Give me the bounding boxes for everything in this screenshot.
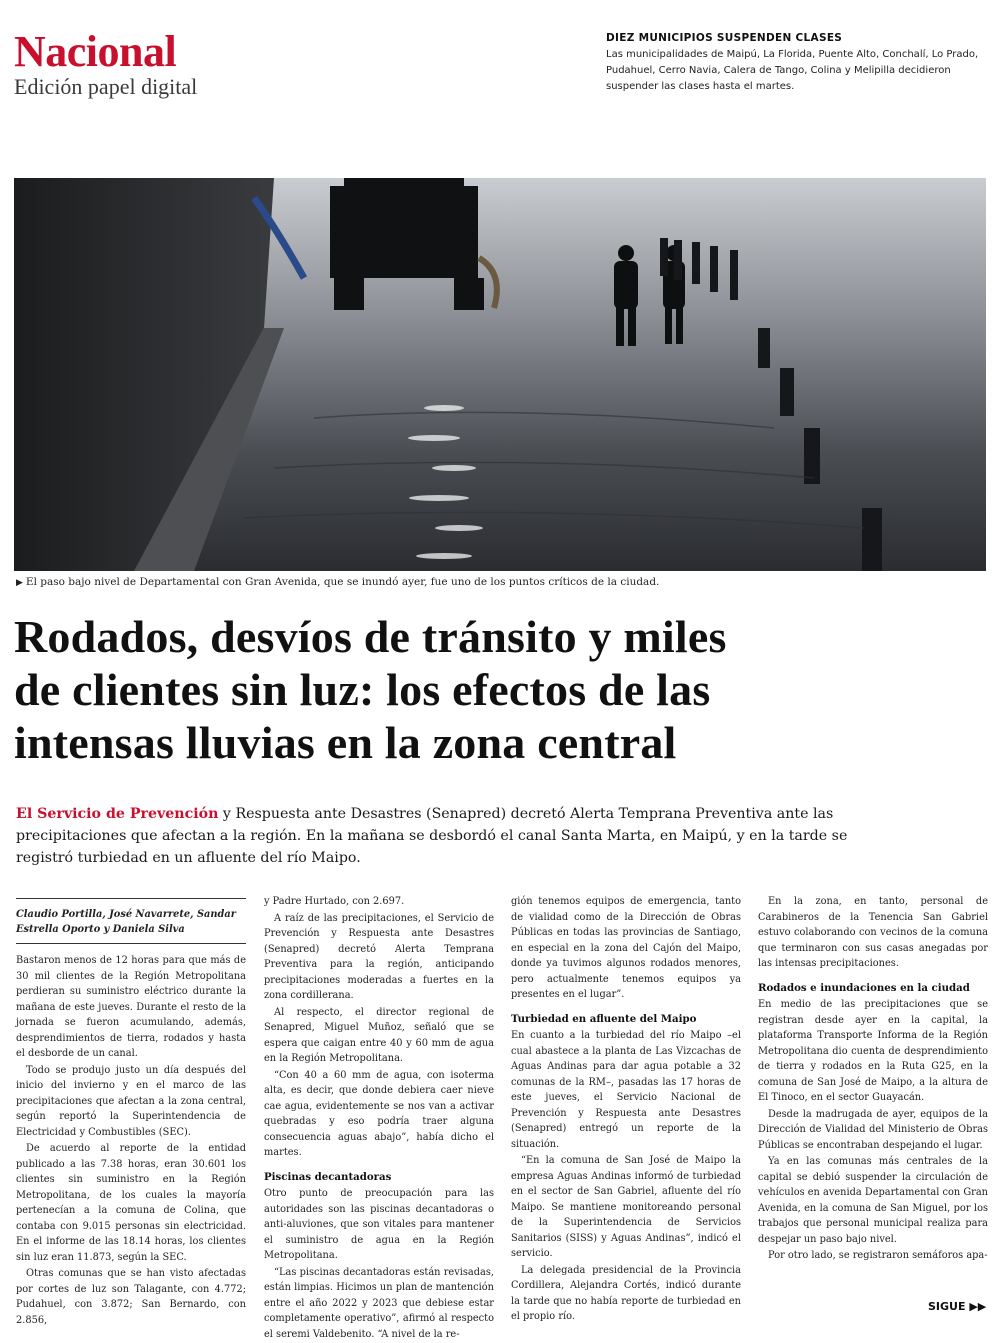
paragraph: Otro punto de preocupación para las autoridades son las piscinas decantadoras o anti-aluviones, que son vitales para mantener el suministro de agua en la Región Metropolitana.: [264, 1188, 494, 1261]
paragraph: “Con 40 a 60 mm de agua, con isoterma alta, es decir, que donde debiera caer nieve cae agua, evidentemente se nos van a activar quebradas y eso podría traer alguna consecuencia aguas abajo”, había dicho el martes.: [264, 1069, 494, 1158]
paragraph: A raíz de las precipitaciones, el Servicio de Prevención y Respuesta ante Desastres (Senapred) decretó Alerta Temprana Preventiva para la región, anticipando precipitaciones moderadas a fuertes en la zona cordillerana.: [264, 912, 494, 1001]
headline: [14, 610, 986, 769]
caption-text: El paso bajo nivel de Departamental con Gran Avenida, que se inundó ayer, fue uno de los puntos críticos de la ciudad.: [25, 576, 660, 588]
article-column-3: [511, 894, 741, 1326]
paragraph: De acuerdo al reporte de la entidad publicado a las 7.38 horas, eran 30.601 los clientes sin suministro en la Región Metropolitana, de los cuales la mayoría pertenecían a la comuna de Colina, que contaba con 9.015 personas sin electricidad. En el informe de las 18.14 horas, los clientes sin luz eran 11.873, según la SEC.: [16, 1143, 246, 1263]
edition-label: Edición papel digital: [14, 74, 198, 99]
paragraph: “Las piscinas decantadoras están revisadas, están limpias. Hicimos un plan de mantención entre el año 2022 y 2023 que debiese estar completamente operativo”, afirmó al respecto el seremi Valdebenito. “A nivel de la re-: [264, 1266, 494, 1340]
lead-line-1: [16, 803, 986, 825]
paragraph: “En la comuna de San José de Maipo la empresa Aguas Andinas informó de turbiedad en el sector de San Gabriel, afluente del río Maipo. Se mantiene monitoreando personal de la Superintendencia de Servicios Sanitarios (SISS) y Aguas Andinas”, indicó el servicio.: [511, 1155, 741, 1259]
news-brief: [606, 32, 986, 95]
photo-caption: [16, 576, 659, 588]
lead-line-3: registró turbiedad en un afluente del río Maipo.: [16, 850, 361, 866]
subhead: Piscinas decantadoras: [264, 1170, 392, 1183]
paragraph: En medio de las precipitaciones que se registran desde ayer en la capital, la plataforma Transporte Informa de la Región Metropolitana dio cuenta de desprendimiento de tierra y rodados en la Ruta G25, en la comuna de San José de Maipo, a la altura de El Tinoco, en el sector Guayacán.: [758, 999, 988, 1103]
subhead: Rodados e inundaciones en la ciudad: [758, 981, 970, 994]
paragraph: Al respecto, el director regional de Senapred, Miguel Muñoz, señaló que se espera que caigan entre 40 y 60 mm de agua en la Región Metropolitana.: [264, 1006, 494, 1064]
headline-line-3: intensas lluvias en la zona central: [14, 717, 677, 768]
paragraph: Bastaron menos de 12 horas para que más de 30 mil clientes de la Región Metropolitana perdieran su suministro eléctrico durante la mañana de este jueves. Durante el resto de la jornada se fueron acumulando, además, desprendimientos de tierra, rodados y hasta el desborde de un canal.: [16, 955, 246, 1059]
byline: Claudio Portilla, José Navarrete, Sandar Estrella Oporto y Daniela Silva: [16, 898, 246, 944]
subhead: Turbiedad en afluente del Maipo: [511, 1012, 697, 1025]
headline-line-2: de clientes sin luz: los efectos de las: [14, 664, 711, 715]
news-photo: [14, 178, 986, 571]
article-column-1: [16, 894, 246, 1329]
paragraph: Otras comunas que se han visto afectadas por cortes de luz son Talagante, con 4.772; Pudahuel, con 3.872; San Bernardo, con 2.856,: [16, 1268, 246, 1326]
paragraph: Todo se produjo justo un día después del inicio del invierno y en el marco de las precipitaciones que afectan a la zona central, según reportó la Superintendencia de Electricidad y Combustibles (SEC).: [16, 1064, 246, 1138]
paragraph: Desde la madrugada de ayer, equipos de la Dirección de Vialidad del Ministerio de Obras Públicas se encontraban despejando el lugar.: [758, 1108, 988, 1151]
flooded-underpass-photo: [14, 178, 986, 571]
lead-paragraph: [16, 803, 986, 869]
brief-body: Las municipalidades de Maipú, La Florida, Puente Alto, Conchalí, Lo Prado, Pudahuel, Cerro Navia, Calera de Tango, Colina y Melipilla decidieron suspender las clases hasta el martes.: [606, 49, 979, 92]
paragraph: La delegada presidencial de la Provincia Cordillera, Alejandra Cortés, indicó durante la tarde que no había reporte de turbiedad en el propio río.: [511, 1264, 741, 1322]
paragraph: En cuanto a la turbiedad del río Maipo –el cual abastece a la planta de Las Vizcachas de Aguas Andinas para dar agua potable a 32 comunas de la RM–, pasadas las 17 horas de este jueves, el Servicio Nacional de Prevención y Respuesta ante Desastres (Senapred) entregó un reporte de la situación.: [511, 1030, 741, 1150]
paragraph: gión tenemos equipos de emergencia, tanto de vialidad como de la Dirección de Obras Públicas en todas las provincias de Santiago, en especial en la zona del Cajón del Maipo, donde ya tuvimos algunos rodados menores, pero actualmente tenemos equipos ya presentes en el lugar”.: [511, 896, 741, 1000]
lead-in: El Servicio de Prevención: [16, 806, 219, 822]
headline-line-1: Rodados, desvíos de tránsito y miles: [14, 611, 727, 662]
lead-line-2: precipitaciones que afectan a la región. En la mañana se desbordó el canal Santa Marta, en Maipú, y en la tarde se: [16, 828, 848, 844]
continue-link[interactable]: SIGUE ▶▶: [928, 1300, 987, 1313]
paragraph: Ya en las comunas más centrales de la capital se debió suspender la circulación de vehículos en avenida Departamental con Gran Avenida, en la comuna de San Miguel, por los trabajos que personal municipal realiza para despejar un paso bajo nivel.: [758, 1156, 988, 1245]
section-title: Nacional: [14, 27, 177, 76]
article-column-2: [264, 894, 494, 1343]
brief-heading: DIEZ MUNICIPIOS SUSPENDEN CLASES: [606, 32, 843, 44]
paragraph: En la zona, en tanto, personal de Carabineros de la Tenencia San Gabriel estuvo colaborando con vecinos de la comuna que terminaron con sus casas anegadas por las intensas precipitaciones.: [758, 896, 988, 969]
paragraph: y Padre Hurtado, con 2.697.: [264, 896, 405, 907]
caption-marker-icon: ▶: [16, 578, 23, 588]
lead-line-1-rest: y Respuesta ante Desastres (Senapred) decretó Alerta Temprana Preventiva ante las: [218, 806, 834, 822]
paragraph: Por otro lado, se registraron semáforos apa-: [768, 1250, 988, 1261]
article-column-4: [758, 894, 988, 1265]
